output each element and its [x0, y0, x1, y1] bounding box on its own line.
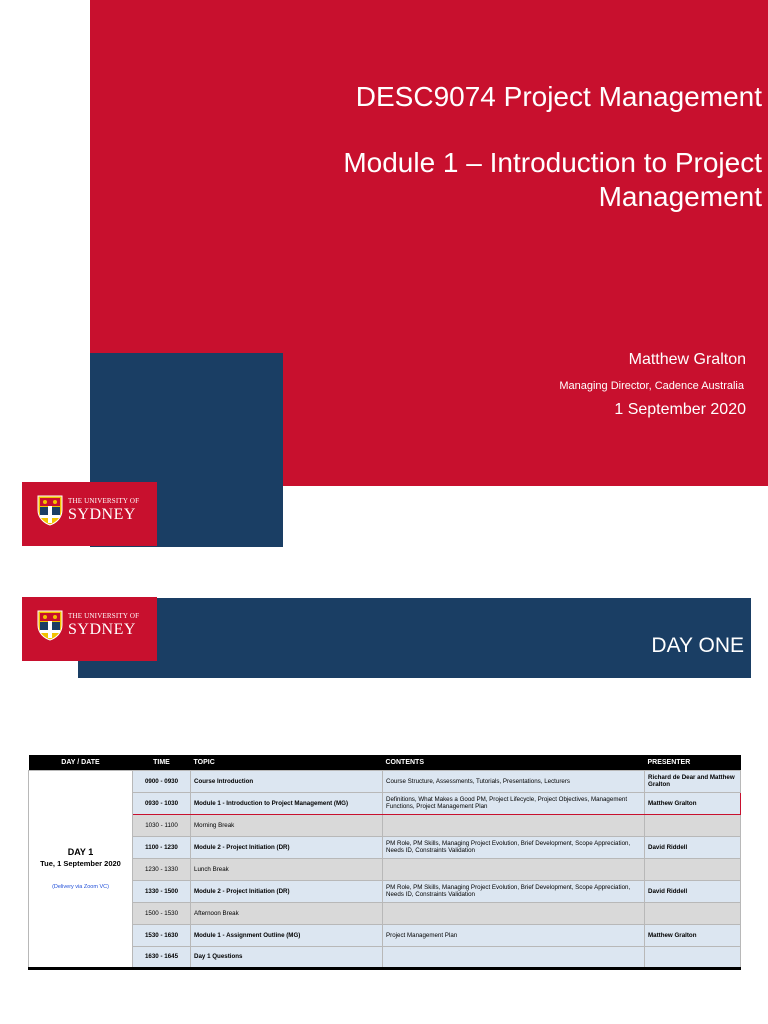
table-row: [29, 836, 741, 858]
university-crest-icon: [36, 609, 64, 641]
contents-cell: Course Structure, Assessments, Tutorials, Presentations, Lecturers: [383, 770, 645, 792]
presenter-cell: David Riddell: [645, 880, 741, 902]
table-row: [29, 880, 741, 902]
contents-cell: Definitions, What Makes a Good PM, Project Lifecycle, Project Objectives, Management Functions, Project Management Plan: [383, 792, 645, 814]
time-cell: 1030 - 1100: [133, 814, 191, 836]
time-cell: 0900 - 0930: [133, 770, 191, 792]
presenter-cell: Matthew Gralton: [645, 792, 741, 814]
contents-cell: [383, 902, 645, 924]
topic-cell: Module 2 - Project Initiation (DR): [191, 836, 383, 858]
topic-cell: Module 2 - Project Initiation (DR): [191, 880, 383, 902]
presenter-cell: [645, 946, 741, 968]
contents-cell: [383, 858, 645, 880]
topic-cell: Course Introduction: [191, 770, 383, 792]
table-row: [29, 770, 741, 792]
contents-cell: Project Management Plan: [383, 924, 645, 946]
logo-line-2: SYDNEY: [68, 505, 136, 523]
table-header-row: [29, 755, 741, 770]
logo-line-1: THE UNIVERSITY OF: [68, 611, 140, 620]
day-title: DAY ONE: [651, 634, 744, 657]
table-row: [29, 946, 741, 968]
time-cell: 0930 - 1030: [133, 792, 191, 814]
day-date: Tue, 1 September 2020: [40, 859, 121, 868]
time-cell: 1100 - 1230: [133, 836, 191, 858]
university-logo: [22, 597, 157, 661]
day-label: DAY 1: [67, 847, 94, 857]
topic-cell: Lunch Break: [191, 858, 383, 880]
contents-cell: [383, 814, 645, 836]
day-slide-banner: [78, 598, 751, 678]
time-cell: 1500 - 1530: [133, 902, 191, 924]
day-cell: [29, 770, 133, 968]
presenter-name: Matthew Gralton: [628, 351, 746, 368]
university-crest-icon: [36, 494, 64, 526]
table-row: [29, 902, 741, 924]
topic-cell: Module 1 - Assignment Outline (MG): [191, 924, 383, 946]
table-row-highlighted: [29, 792, 741, 814]
topic-cell: Day 1 Questions: [191, 946, 383, 968]
schedule-table: [28, 755, 741, 970]
presenter-cell: [645, 858, 741, 880]
header-presenter: PRESENTER: [645, 755, 741, 770]
topic-cell: Morning Break: [191, 814, 383, 836]
delivery-note: (Delivery via Zoom VC): [52, 884, 109, 890]
time-cell: 1630 - 1645: [133, 946, 191, 968]
header-topic: TOPIC: [191, 755, 383, 770]
presenter-cell: [645, 814, 741, 836]
presenter-cell: Matthew Gralton: [645, 924, 741, 946]
time-cell: 1230 - 1330: [133, 858, 191, 880]
course-title: DESC9074 Project Management: [355, 81, 762, 112]
logo-line-2: SYDNEY: [68, 620, 136, 638]
presenter-cell: [645, 902, 741, 924]
time-cell: 1530 - 1630: [133, 924, 191, 946]
header-day-date: DAY / DATE: [29, 755, 133, 770]
module-title: Module 1 – Introduction to Project Management: [343, 147, 762, 212]
table-row: [29, 858, 741, 880]
presenter-role: Managing Director, Cadence Australia: [559, 380, 744, 392]
time-cell: 1330 - 1500: [133, 880, 191, 902]
contents-cell: PM Role, PM Skills, Managing Project Evolution, Brief Development, Scope Appreciation, Needs ID, Constraints Validation: [383, 836, 645, 858]
topic-cell: Afternoon Break: [191, 902, 383, 924]
contents-cell: PM Role, PM Skills, Managing Project Evolution, Brief Development, Scope Appreciation, Needs ID, Constraints Validation: [383, 880, 645, 902]
topic-cell: Module 1 - Introduction to Project Management (MG): [191, 792, 383, 814]
header-contents: CONTENTS: [383, 755, 645, 770]
header-time: TIME: [133, 755, 191, 770]
presenter-cell: Richard de Dear and Matthew Gralton: [645, 770, 741, 792]
presentation-date: 1 September 2020: [614, 401, 746, 418]
table-row: [29, 814, 741, 836]
logo-line-1: THE UNIVERSITY OF: [68, 496, 140, 505]
contents-cell: [383, 946, 645, 968]
table-row: [29, 924, 741, 946]
presenter-cell: David Riddell: [645, 836, 741, 858]
university-logo: [22, 482, 157, 546]
